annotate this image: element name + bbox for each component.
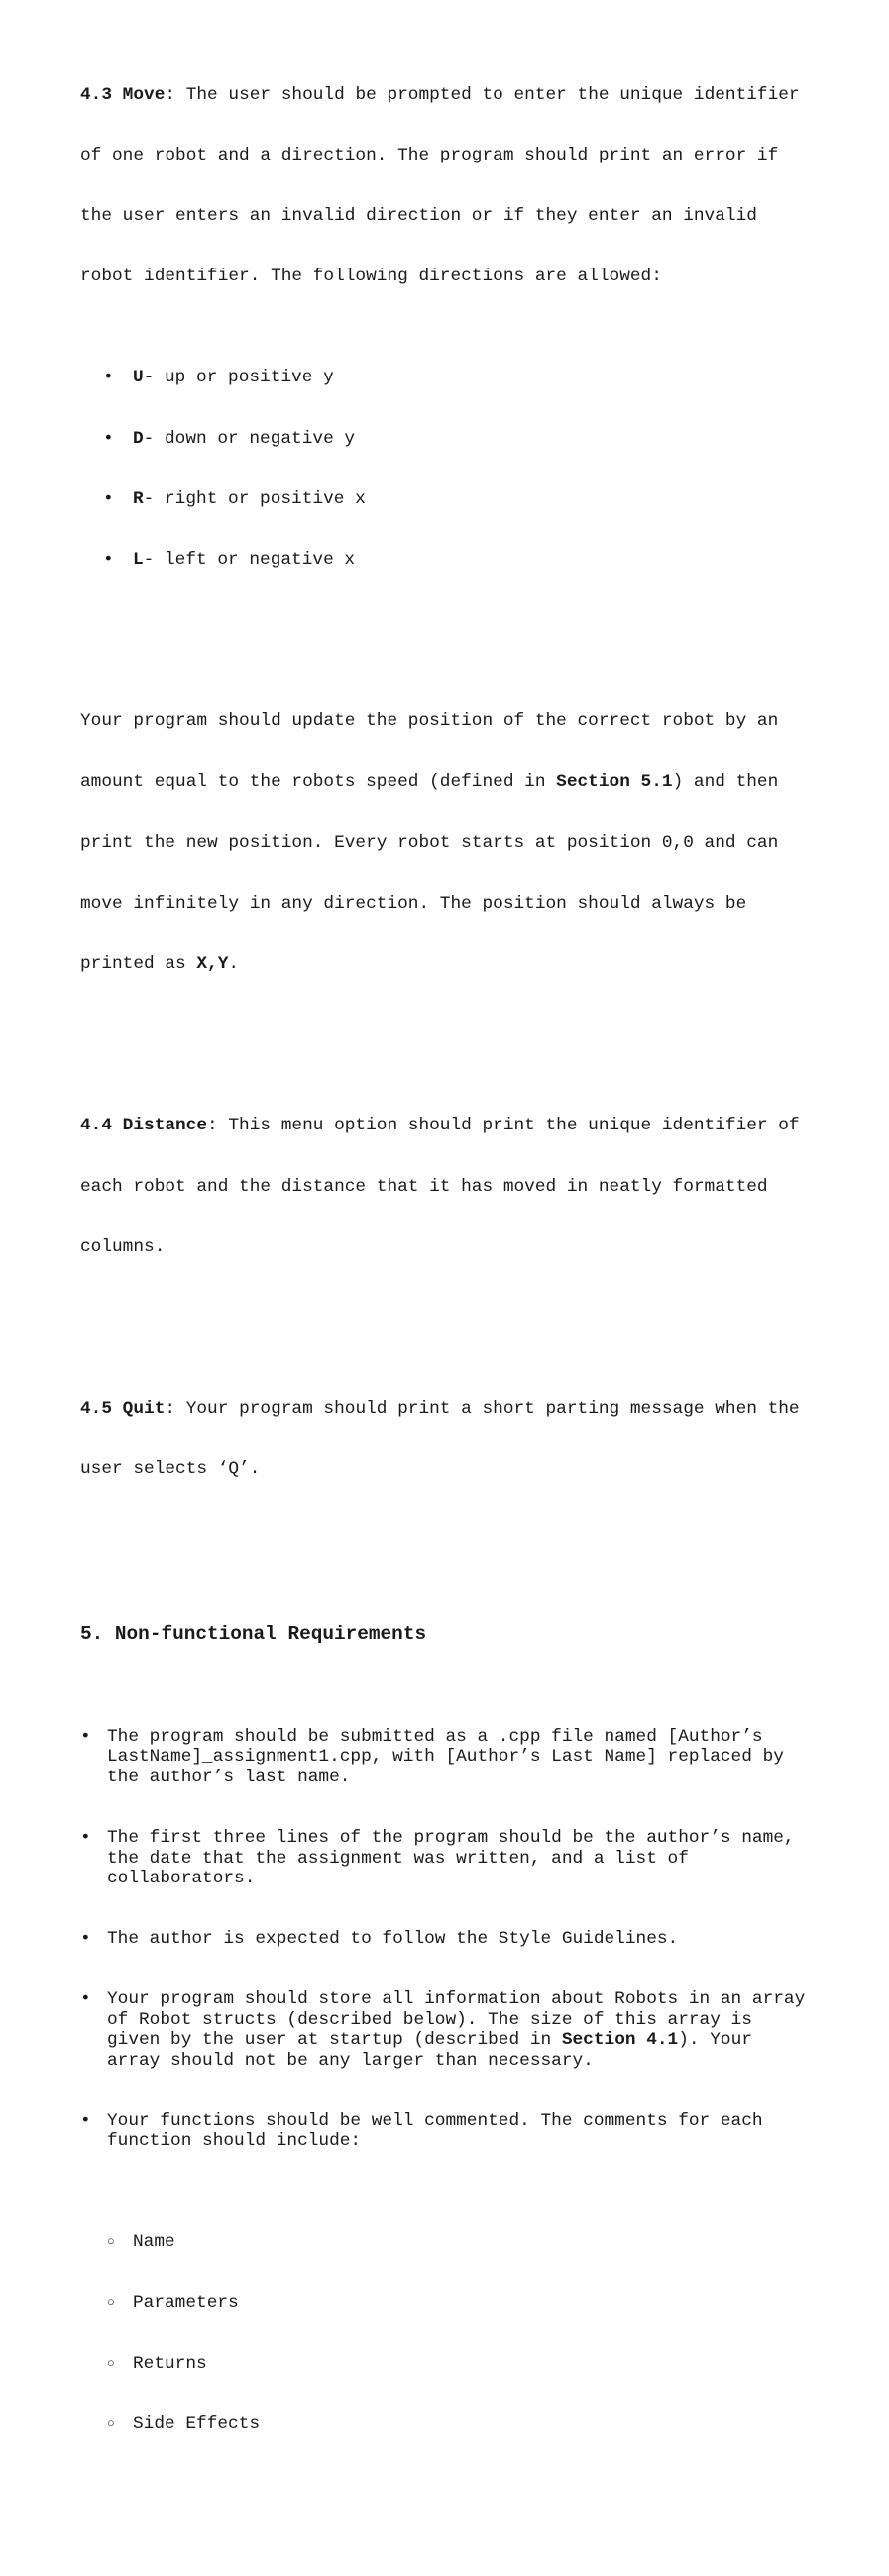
text-line: the user enters an invalid direction or if they enter an invalid — [80, 206, 757, 227]
section-5-heading: 5. Non-functional Requirements — [80, 1623, 427, 1646]
position-format: X,Y — [196, 954, 229, 975]
document-page — [80, 4, 873, 2576]
text-line: robot identifier. The following directions are allowed: — [80, 267, 662, 287]
text-line: move infinitely in any direction. The position should always be — [80, 893, 747, 913]
list-item-up: • U- up or positive y — [103, 368, 334, 388]
text-line: each robot and the distance that it has moved in neatly formatted — [80, 1176, 768, 1197]
text-line: amount equal to the robots speed (defined in Section 5.1) and then — [80, 772, 779, 793]
section-4-4: 4.4 Distance: This menu option should print the unique identifier of — [80, 1116, 800, 1136]
bullet-icon: • — [103, 368, 114, 388]
list-item: • Your program should store all information about Robots in an array of Robot structs (described below). The size of this array is given by the user at startup (described in Section 4.1). Your array should not be any larger than necessary. — [80, 1989, 806, 2071]
section-ref: Section 4.1 — [561, 2030, 679, 2051]
sub-list-item: ○ Parameters — [107, 2293, 239, 2313]
text-line: printed as X,Y. — [80, 954, 240, 975]
circle-bullet-icon: ○ — [107, 2355, 115, 2371]
list-item: • The author is expected to follow the Style Guidelines. — [80, 1929, 679, 1950]
list-item: • Your functions should be well commented. The comments for each function should include: ○ Name ○ Parameters ○ Returns ○ Side Effects — [80, 2111, 873, 2516]
bullet-icon: • — [103, 549, 114, 570]
section-4-5: 4.5 Quit: Your program should print a short parting message when the — [80, 1398, 800, 1419]
section-ref: Section 5.1 — [556, 772, 673, 793]
bullet-icon: • — [80, 1989, 91, 2010]
requirements-list — [80, 1686, 873, 2555]
circle-bullet-icon: ○ — [107, 2295, 115, 2310]
list-item-down: • D- down or negative y — [103, 428, 356, 449]
sub-list-item: ○ Returns — [107, 2353, 207, 2374]
text-line: Your program should update the position of the correct robot by an — [80, 711, 779, 732]
comment-fields-list — [80, 2192, 873, 2475]
bullet-icon: • — [80, 1727, 91, 1748]
text-line: : The user should be prompted to enter the unique identifier — [165, 84, 800, 105]
text-line: of one robot and a direction. The program should print an error if — [80, 145, 779, 165]
sub-list-item: ○ Name — [107, 2232, 175, 2253]
section-4-3 — [80, 85, 873, 105]
list-item-left: • L- left or negative x — [103, 549, 356, 570]
bullet-icon: • — [80, 1828, 91, 1849]
list-item: • The first three lines of the program should be the author’s name, the date that the assignment was written, and a list of collaborators. — [80, 1828, 795, 1888]
list-item-right: • R- right or positive x — [103, 488, 366, 509]
bullet-icon: • — [80, 1929, 91, 1950]
bullet-icon: • — [103, 488, 114, 509]
circle-bullet-icon: ○ — [107, 2234, 115, 2250]
circle-bullet-icon: ○ — [107, 2415, 115, 2431]
sub-list-item: ○ Side Effects — [107, 2414, 261, 2434]
bullet-icon: • — [80, 2110, 91, 2131]
text-line: user selects ‘Q’. — [80, 1459, 261, 1480]
text-line: columns. — [80, 1236, 166, 1257]
direction-list — [80, 328, 873, 611]
list-item: • The program should be submitted as a .cpp file named [Author’s LastName]_assignment1.cpp, with [Author’s Last Name] replaced by the author’s last name. — [80, 1727, 784, 1787]
section-4-5-heading: 4.5 Quit — [80, 1398, 166, 1419]
text-line: print the new position. Every robot starts at position 0,0 and can — [80, 832, 779, 853]
bullet-icon: • — [103, 428, 114, 449]
section-4-4-heading: 4.4 Distance — [80, 1116, 208, 1136]
section-4-3-heading: 4.3 Move — [80, 84, 166, 105]
